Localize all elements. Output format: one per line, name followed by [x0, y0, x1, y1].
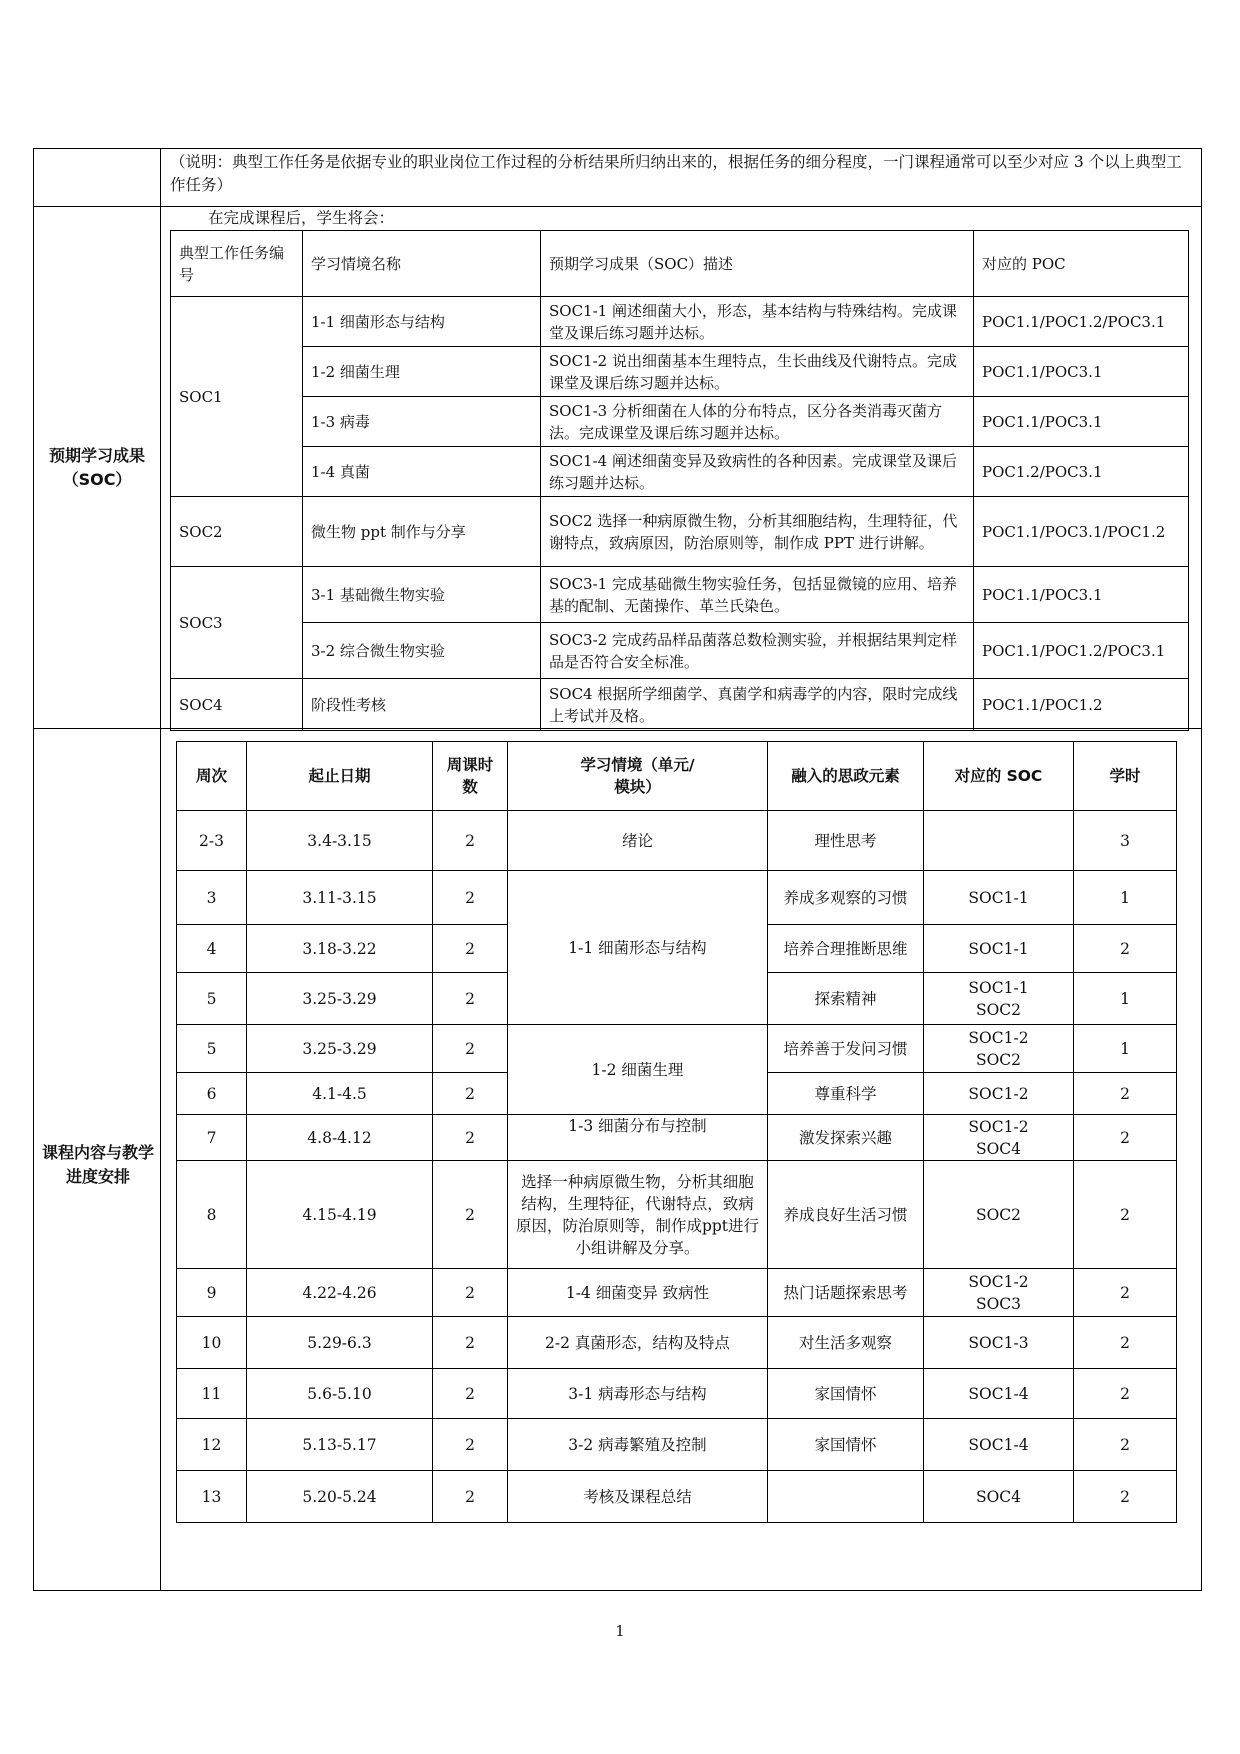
- schedule-row: [177, 811, 1177, 871]
- sch-header-credit: 学时: [1074, 742, 1177, 811]
- sch-soc: SOC1-4: [924, 1369, 1074, 1419]
- sch-soc: SOC1-1: [924, 871, 1074, 925]
- soc-row: [171, 679, 1189, 731]
- soc-desc: SOC2 选择一种病原微生物，分析其细胞结构，生理特征，代谢特点，致病原因，防治原则等，制作成 PPT 进行讲解。: [541, 497, 974, 567]
- sch-soc: SOC4: [924, 1471, 1074, 1523]
- sch-week: 11: [177, 1369, 247, 1419]
- sch-context: 1-3 细菌分布与控制: [508, 1115, 768, 1161]
- schedule-table: [176, 741, 1177, 1523]
- sch-dates: 5.6-5.10: [247, 1369, 433, 1419]
- soc-row: [171, 397, 1189, 447]
- sch-hours: 2: [433, 1025, 508, 1073]
- soc-context: 微生物 ppt 制作与分享: [303, 497, 541, 567]
- soc-row: [171, 497, 1189, 567]
- sch-hours: 2: [433, 1115, 508, 1161]
- schedule-row: [177, 1269, 1177, 1317]
- sch-header-ideo: 融入的思政元素: [768, 742, 924, 811]
- sch-ideology: 培养善于发问习惯: [768, 1025, 924, 1073]
- sch-ideology: 理性思考: [768, 811, 924, 871]
- sch-hours: 2: [433, 1369, 508, 1419]
- sch-credit: 2: [1074, 1073, 1177, 1115]
- soc-table: [170, 230, 1189, 731]
- sch-hours: 2: [433, 871, 508, 925]
- schedule-section-label: 课程内容与教学进度安排: [42, 1143, 155, 1186]
- sch-soc: SOC2: [924, 1161, 1074, 1269]
- sch-context: 考核及课程总结: [508, 1471, 768, 1523]
- sch-week: 5: [177, 1025, 247, 1073]
- sch-credit: 3: [1074, 811, 1177, 871]
- sch-soc: SOC1-2 SOC2: [924, 1025, 1074, 1073]
- sch-week: 10: [177, 1317, 247, 1369]
- sch-context: 3-2 病毒繁殖及控制: [508, 1419, 768, 1471]
- sch-dates: 4.1-4.5: [247, 1073, 433, 1115]
- sch-hours: 2: [433, 1269, 508, 1317]
- sch-dates: 3.25-3.29: [247, 1025, 433, 1073]
- soc-header-context: 学习情境名称: [303, 231, 541, 297]
- sch-credit: 2: [1074, 1115, 1177, 1161]
- sch-ideology: 对生活多观察: [768, 1317, 924, 1369]
- soc-row: [171, 567, 1189, 623]
- soc-poc: POC1.1/POC3.1/POC1.2: [974, 497, 1189, 567]
- sch-soc: SOC1-3: [924, 1317, 1074, 1369]
- soc-poc: POC1.2/POC3.1: [974, 447, 1189, 497]
- soc-desc: SOC4 根据所学细菌学、真菌学和病毒学的内容，限时完成线上考试并及格。: [541, 679, 974, 731]
- schedule-row: [177, 1419, 1177, 1471]
- sch-header-week: 周次: [177, 742, 247, 811]
- sch-dates: 3.25-3.29: [247, 973, 433, 1025]
- sch-hours: 2: [433, 925, 508, 973]
- soc-desc: SOC3-1 完成基础微生物实验任务，包括显微镜的应用、培养基的配制、无菌操作、革兰氏染色。: [541, 567, 974, 623]
- soc-context: 1-2 细菌生理: [303, 347, 541, 397]
- sch-context: 1-4 细菌变异 致病性: [508, 1269, 768, 1317]
- sch-soc: SOC1-1: [924, 925, 1074, 973]
- sch-credit: 1: [1074, 973, 1177, 1025]
- sch-dates: 3.4-3.15: [247, 811, 433, 871]
- sch-hours: 2: [433, 1471, 508, 1523]
- soc-context: 阶段性考核: [303, 679, 541, 731]
- soc-poc: POC1.1/POC1.2: [974, 679, 1189, 731]
- soc-task-id: SOC2: [171, 497, 303, 567]
- soc-context: 3-1 基础微生物实验: [303, 567, 541, 623]
- sch-header-soc: 对应的 SOC: [924, 742, 1074, 811]
- sch-credit: 1: [1074, 1025, 1177, 1073]
- soc-context: 1-4 真菌: [303, 447, 541, 497]
- sch-ideology: 探索精神: [768, 973, 924, 1025]
- sch-soc: SOC1-2 SOC3: [924, 1269, 1074, 1317]
- soc-poc: POC1.1/POC1.2/POC3.1: [974, 623, 1189, 679]
- sch-week: 12: [177, 1419, 247, 1471]
- sch-week: 3: [177, 871, 247, 925]
- soc-poc: POC1.1/POC3.1: [974, 567, 1189, 623]
- sch-week: 4: [177, 925, 247, 973]
- sch-dates: 4.15-4.19: [247, 1161, 433, 1269]
- sch-week: 2-3: [177, 811, 247, 871]
- soc-poc: POC1.1/POC3.1: [974, 397, 1189, 447]
- soc-context: 1-1 细菌形态与结构: [303, 297, 541, 347]
- soc-context: 1-3 病毒: [303, 397, 541, 447]
- sch-ideology: 培养合理推断思维: [768, 925, 924, 973]
- sch-ideology: 养成良好生活习惯: [768, 1161, 924, 1269]
- schedule-row: [177, 1369, 1177, 1419]
- sch-context: 1-2 细菌生理: [508, 1025, 768, 1115]
- schedule-row: [177, 1471, 1177, 1523]
- sch-soc: SOC1-4: [924, 1419, 1074, 1471]
- sch-week: 6: [177, 1073, 247, 1115]
- sch-header-dates: 起止日期: [247, 742, 433, 811]
- sch-dates: 5.29-6.3: [247, 1317, 433, 1369]
- sch-week: 9: [177, 1269, 247, 1317]
- sch-header-context: 学习情境（单元/模块）: [508, 742, 768, 811]
- outcomes-section-label: 预期学习成果（SOC）: [48, 446, 145, 489]
- sch-context: 选择一种病原微生物，分析其细胞结构，生理特征，代谢特点，致病原因，防治原则等，制作成ppt进行小组讲解及分享。: [508, 1161, 768, 1269]
- sch-soc: SOC1-1 SOC2: [924, 973, 1074, 1025]
- sch-ideology: 热门话题探索思考: [768, 1269, 924, 1317]
- soc-task-id: SOC1: [171, 297, 303, 497]
- page-number: 1: [615, 1622, 625, 1640]
- sch-hours: 2: [433, 1317, 508, 1369]
- soc-desc: SOC1-4 阐述细菌变异及致病性的各种因素。完成课堂及课后练习题并达标。: [541, 447, 974, 497]
- schedule-row: [177, 1317, 1177, 1369]
- sch-week: 8: [177, 1161, 247, 1269]
- sch-ideology: [768, 1471, 924, 1523]
- sch-credit: 1: [1074, 871, 1177, 925]
- sch-hours: 2: [433, 1073, 508, 1115]
- soc-desc: SOC1-1 阐述细菌大小，形态，基本结构与特殊结构。完成课堂及课后练习题并达标。: [541, 297, 974, 347]
- soc-header-poc: 对应的 POC: [974, 231, 1189, 297]
- sch-credit: 2: [1074, 1269, 1177, 1317]
- soc-task-id: SOC4: [171, 679, 303, 731]
- sch-dates: 5.20-5.24: [247, 1471, 433, 1523]
- sch-week: 5: [177, 973, 247, 1025]
- soc-poc: POC1.1/POC1.2/POC3.1: [974, 297, 1189, 347]
- soc-context: 3-2 综合微生物实验: [303, 623, 541, 679]
- soc-row: [171, 347, 1189, 397]
- soc-desc: SOC3-2 完成药品样品菌落总数检测实验，并根据结果判定样品是否符合安全标准。: [541, 623, 974, 679]
- sch-hours: 2: [433, 973, 508, 1025]
- sch-dates: 3.18-3.22: [247, 925, 433, 973]
- sch-soc: SOC1-2: [924, 1073, 1074, 1115]
- soc-desc: SOC1-3 分析细菌在人体的分布特点，区分各类消毒灭菌方法。完成课堂及课后练习题并达标。: [541, 397, 974, 447]
- soc-row: [171, 297, 1189, 347]
- sch-soc: SOC1-2 SOC4: [924, 1115, 1074, 1161]
- soc-header-desc: 预期学习成果（SOC）描述: [541, 231, 974, 297]
- sch-ideology: 家国情怀: [768, 1369, 924, 1419]
- sch-context: 绪论: [508, 811, 768, 871]
- note-text: （说明：典型工作任务是依据专业的职业岗位工作过程的分析结果所归纳出来的，根据任务的细分程度，一门课程通常可以至少对应 3 个以上典型工作任务）: [170, 153, 1182, 194]
- schedule-row: [177, 1115, 1177, 1161]
- soc-task-id: SOC3: [171, 567, 303, 679]
- soc-poc: POC1.1/POC3.1: [974, 347, 1189, 397]
- soc-row: [171, 623, 1189, 679]
- sch-soc: [924, 811, 1074, 871]
- soc-row: [171, 447, 1189, 497]
- sch-hours: 2: [433, 811, 508, 871]
- sch-context: 2-2 真菌形态，结构及特点: [508, 1317, 768, 1369]
- schedule-row: [177, 1025, 1177, 1073]
- outcomes-intro: 在完成课程后，学生将会：: [208, 209, 395, 227]
- sch-credit: 2: [1074, 1317, 1177, 1369]
- sch-credit: 2: [1074, 1161, 1177, 1269]
- sch-dates: 4.8-4.12: [247, 1115, 433, 1161]
- sch-context: 1-1 细菌形态与结构: [508, 871, 768, 1025]
- sch-week: 7: [177, 1115, 247, 1161]
- sch-dates: 4.22-4.26: [247, 1269, 433, 1317]
- soc-desc: SOC1-2 说出细菌基本生理特点，生长曲线及代谢特点。完成课堂及课后练习题并达标。: [541, 347, 974, 397]
- sch-ideology: 家国情怀: [768, 1419, 924, 1471]
- sch-credit: 2: [1074, 1471, 1177, 1523]
- soc-header-task: 典型工作任务编号: [171, 231, 303, 297]
- sch-credit: 2: [1074, 1369, 1177, 1419]
- sch-credit: 2: [1074, 925, 1177, 973]
- sch-credit: 2: [1074, 1419, 1177, 1471]
- schedule-row: [177, 871, 1177, 925]
- sch-week: 13: [177, 1471, 247, 1523]
- sch-dates: 3.11-3.15: [247, 871, 433, 925]
- schedule-row: [177, 1161, 1177, 1269]
- sch-ideology: 养成多观察的习惯: [768, 871, 924, 925]
- sch-dates: 5.13-5.17: [247, 1419, 433, 1471]
- sch-context: 3-1 病毒形态与结构: [508, 1369, 768, 1419]
- sch-ideology: 尊重科学: [768, 1073, 924, 1115]
- sch-hours: 2: [433, 1419, 508, 1471]
- sch-ideology: 激发探索兴趣: [768, 1115, 924, 1161]
- sch-hours: 2: [433, 1161, 508, 1269]
- sch-header-hours: 周课时数: [433, 742, 508, 811]
